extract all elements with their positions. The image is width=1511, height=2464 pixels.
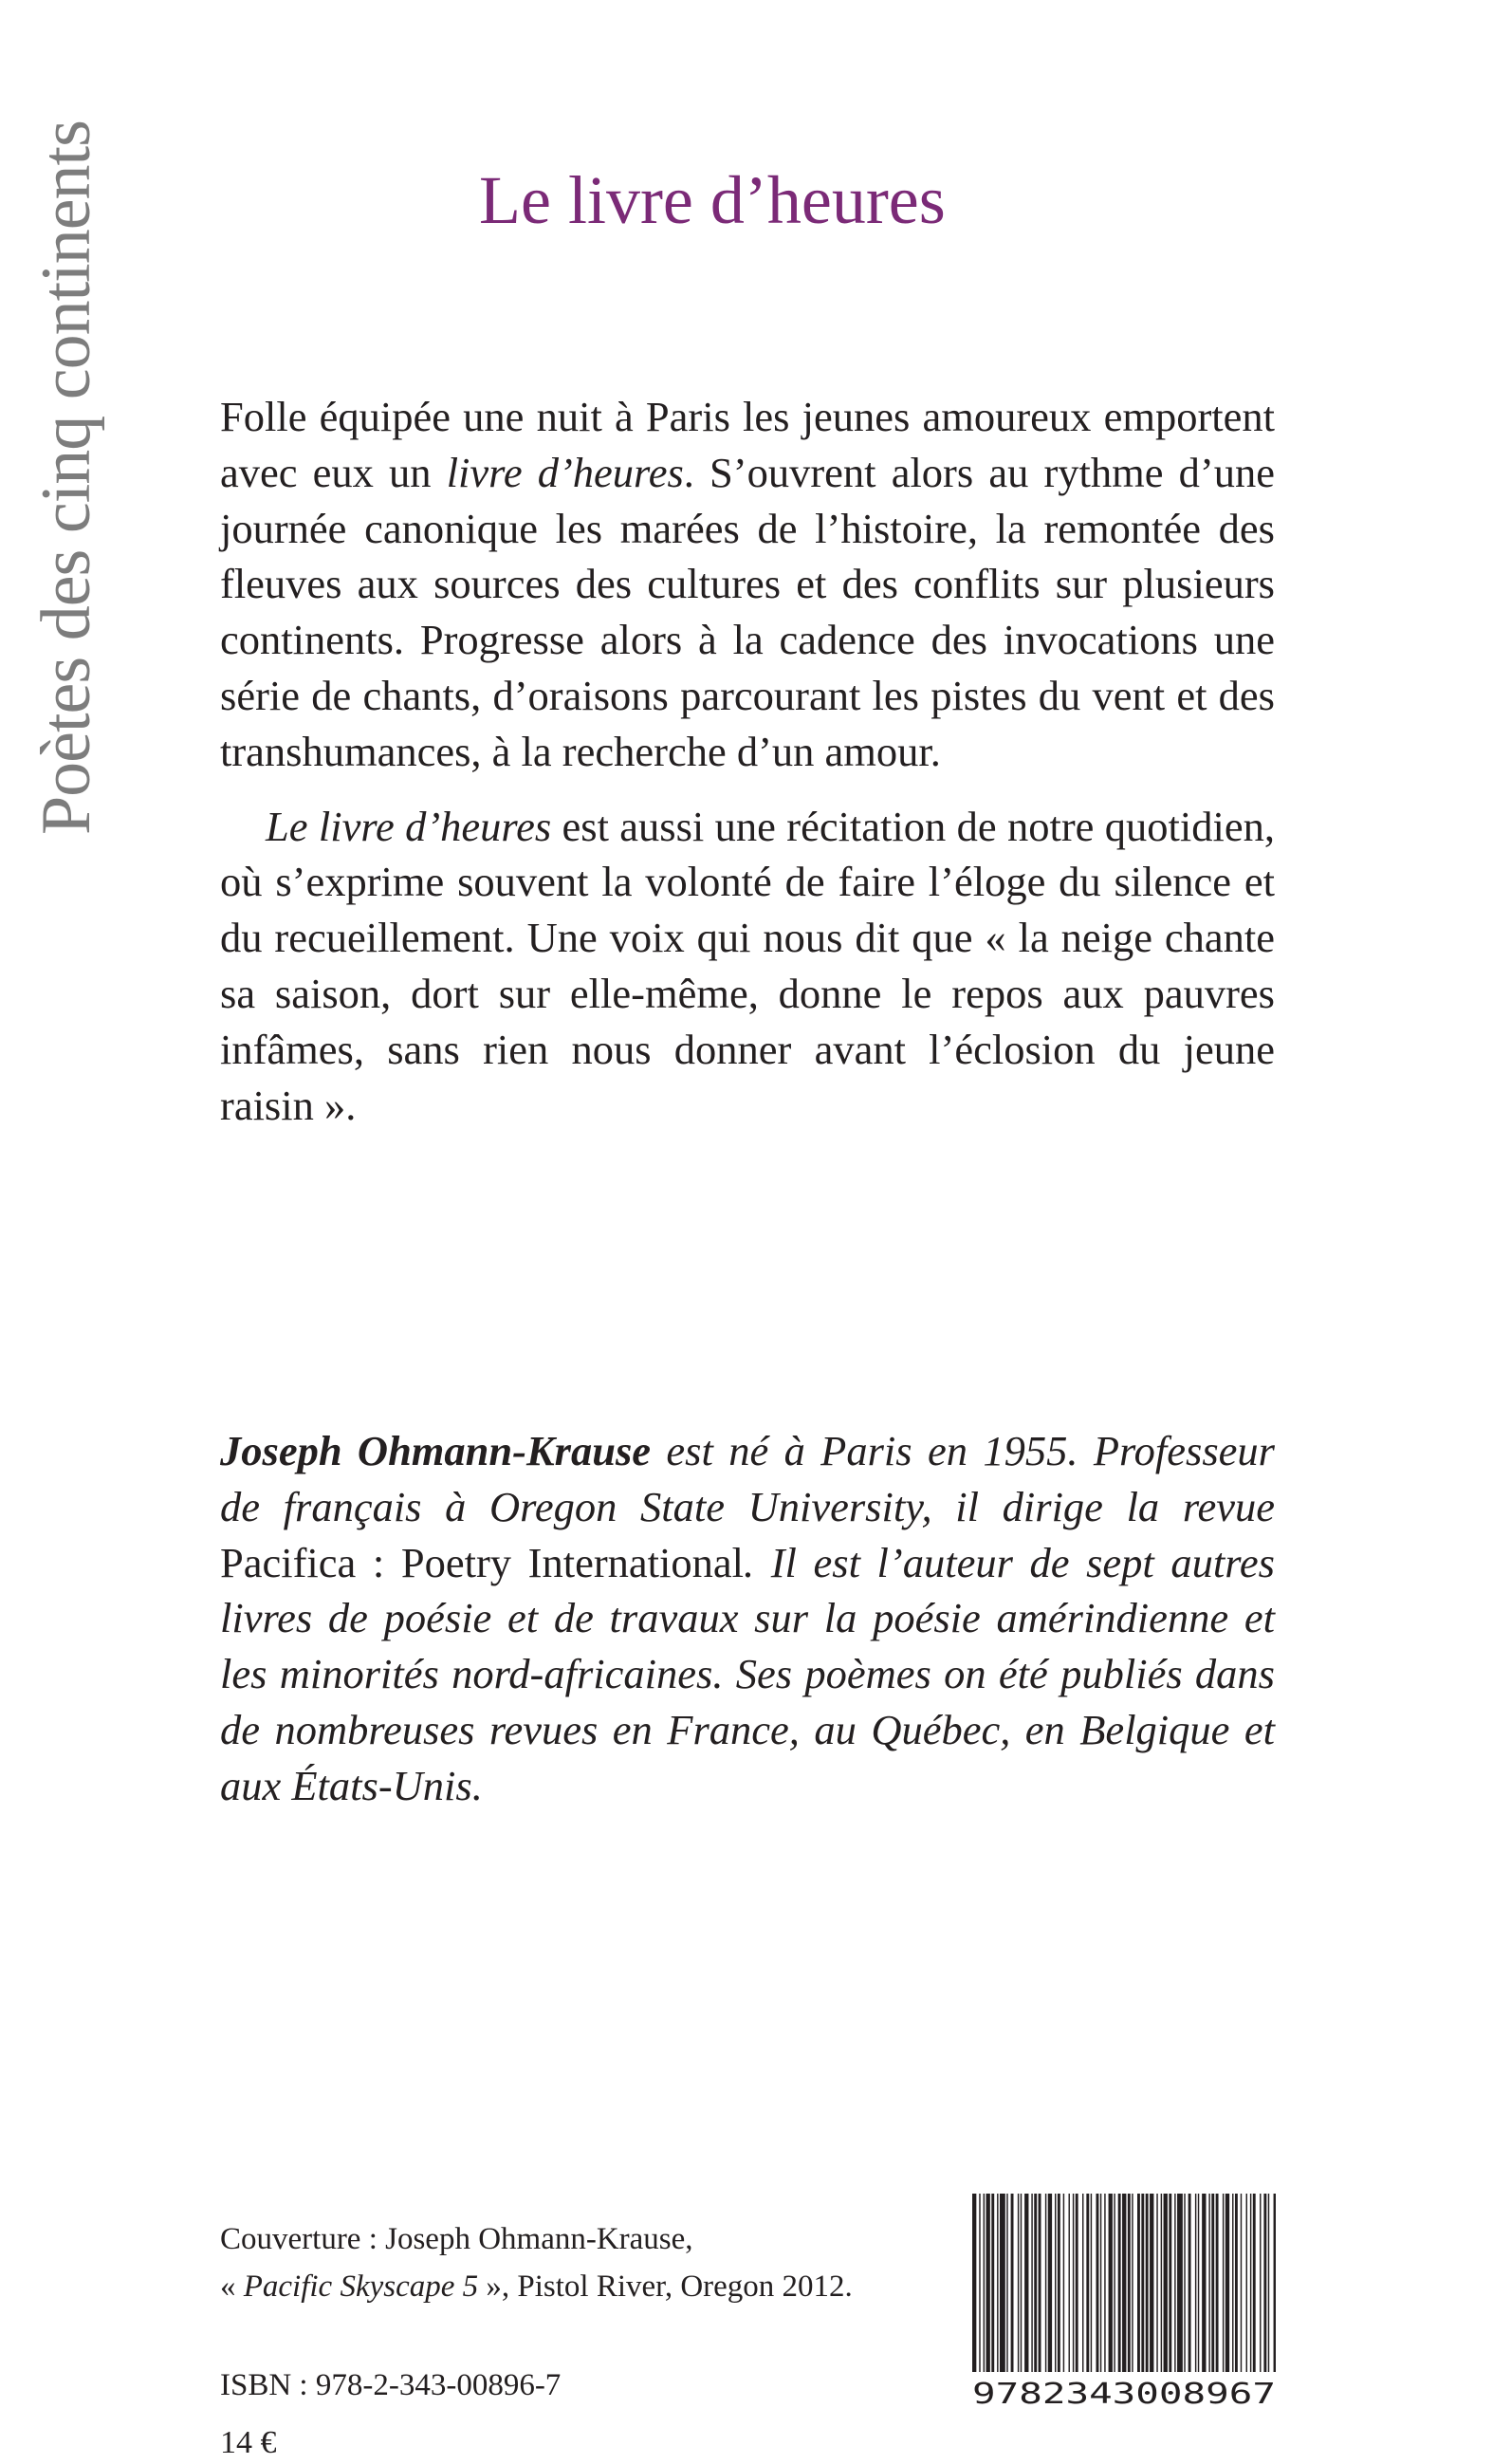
blurb-text: est aussi une récitation de notre quotidien, où s’exprime souvent la volonté de faire l’éloge du silence et du recueillement. Une voix qui nous dit que « la neige chante sa saison, dort sur elle-même, donne le repos aux pauvres infâmes, sans rien nous donner avant l’éclosion du jeune raisin ». bbox=[220, 802, 1275, 1129]
barcode-bar bbox=[1000, 2194, 1005, 2372]
barcode-bar bbox=[1045, 2194, 1046, 2372]
blurb bbox=[220, 389, 1275, 1133]
blurb-italic-title: Le livre d’heures bbox=[266, 802, 552, 850]
barcode-bar bbox=[1202, 2194, 1206, 2372]
barcode-bar bbox=[1263, 2194, 1266, 2372]
barcode-bar bbox=[1091, 2194, 1092, 2372]
barcode-bar bbox=[972, 2194, 976, 2372]
barcode-bar bbox=[1011, 2194, 1014, 2372]
barcode-bar bbox=[1208, 2194, 1209, 2372]
barcode-bar bbox=[1055, 2194, 1056, 2372]
barcode-bar bbox=[1235, 2194, 1238, 2372]
quote-close: », bbox=[478, 2269, 510, 2304]
barcode-bar bbox=[1039, 2194, 1041, 2372]
barcode-bar bbox=[1223, 2194, 1224, 2372]
barcode-bar bbox=[1128, 2194, 1131, 2372]
barcode-bar bbox=[1141, 2194, 1144, 2372]
barcode-bar bbox=[1169, 2194, 1171, 2372]
artwork-location: Pistol River, Oregon 2012. bbox=[509, 2269, 853, 2304]
barcode-bar bbox=[1076, 2194, 1078, 2372]
barcode-bar bbox=[1018, 2194, 1019, 2372]
bio-text: est né à Paris en 1955. Professeur de français à Oregon State University, il dirige la revue bbox=[220, 1427, 1275, 1530]
barcode-bar bbox=[1024, 2194, 1028, 2372]
barcode-bar bbox=[1150, 2194, 1153, 2372]
barcode-bar bbox=[1211, 2194, 1214, 2372]
barcode-bar bbox=[1253, 2194, 1256, 2372]
barcode-bar bbox=[1195, 2194, 1196, 2372]
barcode-bar bbox=[1021, 2194, 1022, 2372]
barcode-bar bbox=[1198, 2194, 1199, 2372]
price: 14 € bbox=[220, 2425, 277, 2460]
barcode-bar bbox=[1184, 2194, 1185, 2372]
barcode-bar bbox=[1156, 2194, 1157, 2372]
barcode-bar bbox=[984, 2194, 985, 2372]
barcode-bar bbox=[1225, 2194, 1229, 2372]
barcode-bar bbox=[1189, 2194, 1191, 2372]
barcode-bar bbox=[1232, 2194, 1233, 2372]
credits-line-2 bbox=[220, 2263, 853, 2310]
barcode-bar bbox=[1137, 2194, 1140, 2372]
cover-credits bbox=[220, 2215, 853, 2310]
barcode-bar bbox=[1031, 2194, 1032, 2372]
bio-text: . Il est l’auteur de sept autres livres de poésie et de travaux sur la poésie amérindienne et les minorités nord-africaines. Ses poèmes on été publiés dans de nombreuses revues en France, au Québec, en Belgique et aux États-Unis. bbox=[220, 1538, 1275, 1809]
isbn: ISBN : 978-2-343-00896-7 bbox=[220, 2368, 562, 2402]
barcode-bar bbox=[1086, 2194, 1089, 2372]
barcode-bar bbox=[1146, 2194, 1149, 2372]
blurb-paragraph-2 bbox=[220, 799, 1275, 1134]
barcode-bar bbox=[1048, 2194, 1052, 2372]
barcode-bar bbox=[997, 2194, 998, 2372]
blurb-italic-title: livre d’heures bbox=[446, 448, 684, 496]
barcode-bar bbox=[1260, 2194, 1261, 2372]
barcode-bar bbox=[1268, 2194, 1269, 2372]
barcode-bar bbox=[1006, 2194, 1007, 2372]
barcode-bar bbox=[1109, 2194, 1113, 2372]
barcode-bar bbox=[1132, 2194, 1133, 2372]
barcode-bar bbox=[979, 2194, 980, 2372]
barcode-bar bbox=[1069, 2194, 1070, 2372]
book-title: Le livre d’heures bbox=[479, 162, 946, 238]
barcode-bar bbox=[1122, 2194, 1126, 2372]
barcode-bar bbox=[1082, 2194, 1083, 2372]
barcode-bar bbox=[991, 2194, 994, 2372]
barcode-bar bbox=[1073, 2194, 1074, 2372]
barcode-bar bbox=[1096, 2194, 1099, 2372]
barcode-digits: 9782343008967 bbox=[972, 2378, 1276, 2409]
barcode-bar bbox=[1058, 2194, 1060, 2372]
barcode-bar bbox=[1118, 2194, 1121, 2372]
barcode-bar bbox=[1177, 2194, 1183, 2372]
barcode-bar bbox=[1174, 2194, 1175, 2372]
barcode-bar bbox=[1104, 2194, 1105, 2372]
barcode bbox=[969, 2194, 1279, 2409]
barcode-bar bbox=[1164, 2194, 1168, 2372]
author-name: Joseph Ohmann-Krause bbox=[220, 1427, 652, 1474]
blurb-text: . S’ouvrent alors au rythme d’une journée canonique les marées de l’histoire, la remontée des fleuves aux sources des cultures et des conflits sur plusieurs continents. Progresse alors à la cadence des invocations une série de chants, d’oraisons parcourant les pistes du vent et des transhumances, à la recherche d’un amour. bbox=[220, 448, 1275, 775]
barcode-bar bbox=[1246, 2194, 1247, 2372]
barcode-bar bbox=[1274, 2194, 1276, 2372]
barcode-bar bbox=[1250, 2194, 1251, 2372]
quote-open: « bbox=[220, 2269, 244, 2304]
barcode-bar bbox=[1063, 2194, 1064, 2372]
barcode-bars bbox=[972, 2194, 1276, 2372]
barcode-bar bbox=[1241, 2194, 1242, 2372]
barcode-bar bbox=[986, 2194, 990, 2372]
barcode-bar bbox=[1161, 2194, 1162, 2372]
journal-name: Pacifica : Poetry International bbox=[220, 1538, 744, 1586]
series-title: Poètes des cinq continents bbox=[28, 120, 105, 835]
barcode-bar bbox=[1034, 2194, 1037, 2372]
credits-line-1: Couverture : Joseph Ohmann-Krause, bbox=[220, 2222, 693, 2256]
blurb-text: Folle équipée une nuit à Paris les jeunes amoureux emportent avec eux un bbox=[220, 393, 1275, 496]
barcode-bar bbox=[1114, 2194, 1115, 2372]
blurb-paragraph-1 bbox=[220, 389, 1275, 780]
barcode-bar bbox=[1216, 2194, 1219, 2372]
barcode-bar bbox=[1100, 2194, 1101, 2372]
author-bio bbox=[220, 1423, 1275, 1814]
artwork-title: Pacific Skyscape 5 bbox=[243, 2269, 479, 2304]
